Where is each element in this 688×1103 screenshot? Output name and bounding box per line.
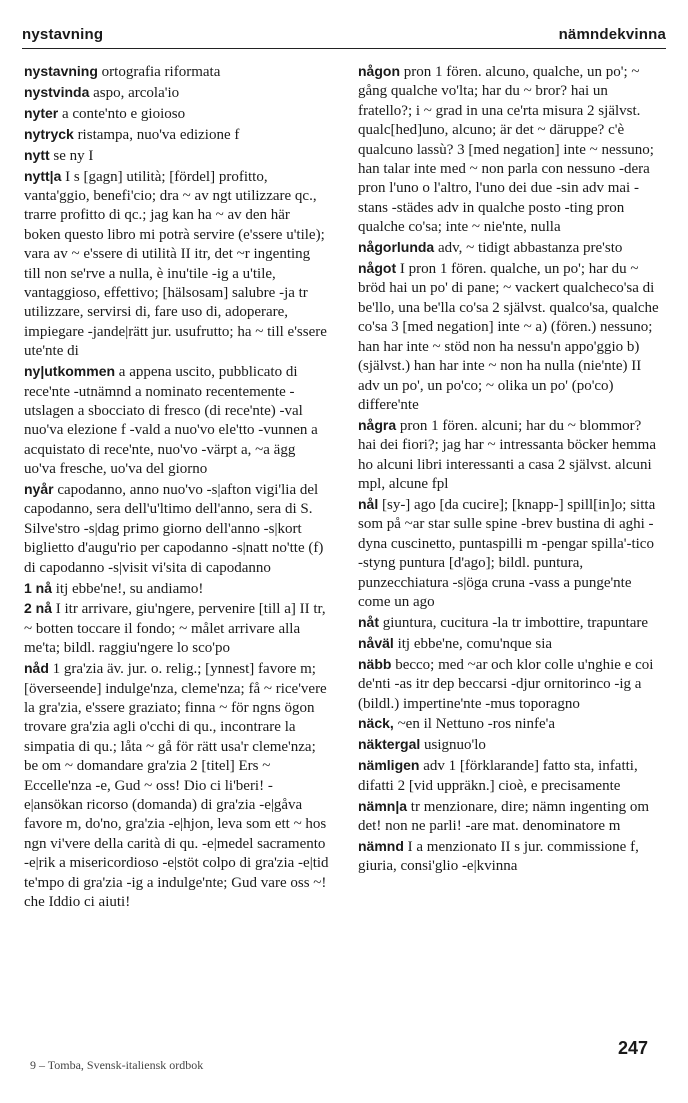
entry-headword: nytt|a xyxy=(24,167,62,184)
entry-headword: nyår xyxy=(24,481,54,498)
dictionary-entry: nytt se ny I xyxy=(24,146,94,164)
entry-headword: nyter xyxy=(24,104,59,121)
entry-headword: nämligen xyxy=(358,757,420,774)
dictionary-entry: 1 nå itj ebbe'ne!, su andiamo! xyxy=(24,579,204,597)
entry-headword: ny|utkommen xyxy=(24,363,116,380)
entry-headword: nåt xyxy=(358,613,379,630)
entry-headword: nåväl xyxy=(358,634,394,651)
dictionary-entry: 2 nå I itr arrivare, giu'ngere, pervenire [till a] II tr, ~ botten toccare il fondo; ~ målet arrivare alla me'ta; bildl. raggiu'ngere lo sco'po xyxy=(24,600,326,657)
footer-book-title: 9 – Tomba, Svensk-italiensk ordbok xyxy=(30,1058,204,1072)
header-right-guide-word: nämndekvinna xyxy=(558,26,666,43)
entry-headword: 1 nå xyxy=(24,579,53,596)
dictionary-entry: nämn|a tr menzionare, dire; nämn ingenting om det! non ne parli! -are mat. denominatore m xyxy=(358,797,650,834)
entry-headword: någon xyxy=(358,63,400,79)
entry-headword: några xyxy=(358,416,397,433)
entry-headword: näktergal xyxy=(358,736,421,753)
running-header xyxy=(22,24,666,49)
dictionary-entry: näbb becco; med ~ar och klor colle u'nghie e coi de'nti -as itr dep beccarsi -djur ornitorinco -ig a (bildl.) impertine'nte -mus toporagno xyxy=(358,655,654,712)
dictionary-entry: någorlunda adv, ~ tidigt abbastanza pre'sto xyxy=(358,239,623,257)
left-column xyxy=(24,62,330,913)
entry-headword: någorlunda xyxy=(358,239,435,256)
entry-headword: nämnd xyxy=(358,837,404,854)
entry-headword: nystvinda xyxy=(24,83,90,100)
dictionary-entry: något I pron 1 fören. qualche, un po'; har du ~ bröd hai un po' di pane; ~ vackert qualcheco'sa di be'llo, una be'lla co'sa 2 självst. qualco'sa, qualche co'sa 3 [med negation] inte ~ a) (fören.) nessuno; han har inte ~ stöd non ha nessu'n appo'ggio b) (självst.) han har inte ~ non ha nulla (nie'nte) II adv un po', un po'co; ~ olika un po' (po'co) differe'nte xyxy=(358,260,659,413)
dictionary-entry: nytryck ristampa, nuo'va edizione f xyxy=(24,125,240,143)
entry-headword: nystavning xyxy=(24,63,98,79)
entry-headword: 2 nå xyxy=(24,600,53,617)
entry-headword: något xyxy=(358,260,397,277)
dictionary-entry: nyår capodanno, anno nuo'vo -s|afton vigi'lia del capodanno, sera dell'u'ltimo dell'anno, sera di S. Silve'stro -s|dag primo giorno dell'anno -s|kort biglietto d'augu'rio per capodanno -s|natt no'tte (f) di capodanno -s|visit vi'sita di capodanno xyxy=(24,481,324,576)
entry-headword: nämn|a xyxy=(358,797,408,814)
dictionary-entry: nål [sy-] ago [da cucire]; [knapp-] spill[in]o; sitta som på ~ar star sulle spine -brev bustina di aghi -dyna cuscinetto, puntaspilli m -pengar spilla'-tico -styng puntura [d'ago]; bildl. puntura, punzecchiatura -s|öga cruna -vass a punge'nte come un ago xyxy=(358,495,656,610)
right-column xyxy=(358,62,662,877)
dictionary-entry: nystvinda aspo, arcola'io xyxy=(24,83,180,101)
page-number: 247 xyxy=(617,1038,648,1058)
entry-headword: nåd xyxy=(24,660,49,677)
dictionary-entry: nämligen adv 1 [förklarande] fatto sta, infatti, difatti 2 [vid uppräkn.] cioè, e precisamente xyxy=(358,757,638,794)
dictionary-entry: nystavning ortografia riformata xyxy=(24,63,221,80)
entry-headword: nytryck xyxy=(24,125,74,142)
dictionary-entry: nåt giuntura, cucitura -la tr imbottire, trapuntare xyxy=(358,613,649,631)
dictionary-entry: näktergal usignuo'lo xyxy=(358,736,486,754)
dictionary-entry: näck, ~en il Nettuno -ros ninfe'a xyxy=(358,715,556,733)
dictionary-entry: nåd 1 gra'zia äv. jur. o. relig.; [ynnest] favore m; [överseende] indulge'nza, cleme'nza; få ~ rice'vere la gra'zia, e'ssere graziato; finna ~ för ngns ögon trovare gra'zia agli o'cchi di qu., incontrare la simpatia di qu.; låta ~ gå för rätt usa'r cleme'nza; be om ~ domandare gra'zia 2 [titel] Ers ~ Eccelle'nza -e, Gud ~ oss! Dio ci li'beri! -e|ansökan ricorso (domanda) di gra'zia -e|gåva favore m, do'no, gra'zia -e|hjon, leva som ett ~ hos ngn vi'vere della carità di qu. -e|medel sacramento -e|rik a misericordioso -e|stöt colpo di gra'zia -e|tid te'mpo di gra'zia -ig a indulge'nte; Gud vare oss ~! che Iddio ci aiuti! xyxy=(24,660,329,911)
dictionary-entry: nytt|a I s [gagn] utilità; [fördel] profitto, vanta'ggio, benefi'cio; dra ~ av ngt utilizzare qc., trarre profitto di qc.; jag kan ha ~ av den här boken questo libro mi potrà servire (e'ssere u'tile); vara av ~ e'ssere di utilità II itr, det ~r ingenting till non se'rve a nulla, è inu'tile -ig a u'tile, vantaggioso, effettivo; [hälsosam] salubre -ja tr utilizzare, servirsi di, fare uso di, adoperare, impiegare -jande|rätt jur. usufrutto; ha ~ till e'ssere ute'nte di xyxy=(24,167,327,360)
dictionary-entry: ny|utkommen a appena uscito, pubblicato di rece'nte -utnämnd a nominato recentemente -utslagen a sbocciato di fresco (di rece'nte) -val nuo'va elezione f -vald a nuo'vo ele'tto -vunnen a acquistato di rece'nte, nuo'vo -värpt a, ~a ägg uo'va fresche, uo'va del giorno xyxy=(24,363,318,478)
entry-headword: näbb xyxy=(358,655,392,672)
dictionary-entry: nåväl itj ebbe'ne, comu'nque sia xyxy=(358,634,553,652)
dictionary-entry: nämnd I a menzionato II s jur. commissione f, giuria, consi'glio -e|kvinna xyxy=(358,837,639,875)
dictionary-entry: några pron 1 fören. alcuni; har du ~ blommor? hai dei fiori?; jag har ~ intressanta böcker hemma ho alcuni libri interessanti a casa 2 självst. alcuni mpl, alcune fpl xyxy=(358,416,657,493)
header-left-guide-word: nystavning xyxy=(22,26,104,43)
entry-headword: nytt xyxy=(24,146,50,163)
dictionary-entry: nyter a conte'nto e gioioso xyxy=(24,104,186,122)
entry-headword: näck, xyxy=(358,715,394,732)
dictionary-entry: någon pron 1 fören. alcuno, qualche, un po'; ~ gång qualche vo'lta; har du ~ bror? hai un fratello?; i ~ grad in una ce'rta misura 2 självst. qualc[hed]uno, alcuno; är det ~ däruppe? c'è qualcuno lassù? 3 [med negation] inte ~ nessuno; han talar inte med ~ non parla con nessuno -dera pron l'uno o l'altro, l'uno dei due -sin adv mai -stans -städes adv in qualche posto -ting pron qualche co'sa; inte ~ nie'nte, nulla xyxy=(358,63,654,236)
entry-headword: nål xyxy=(358,495,379,512)
